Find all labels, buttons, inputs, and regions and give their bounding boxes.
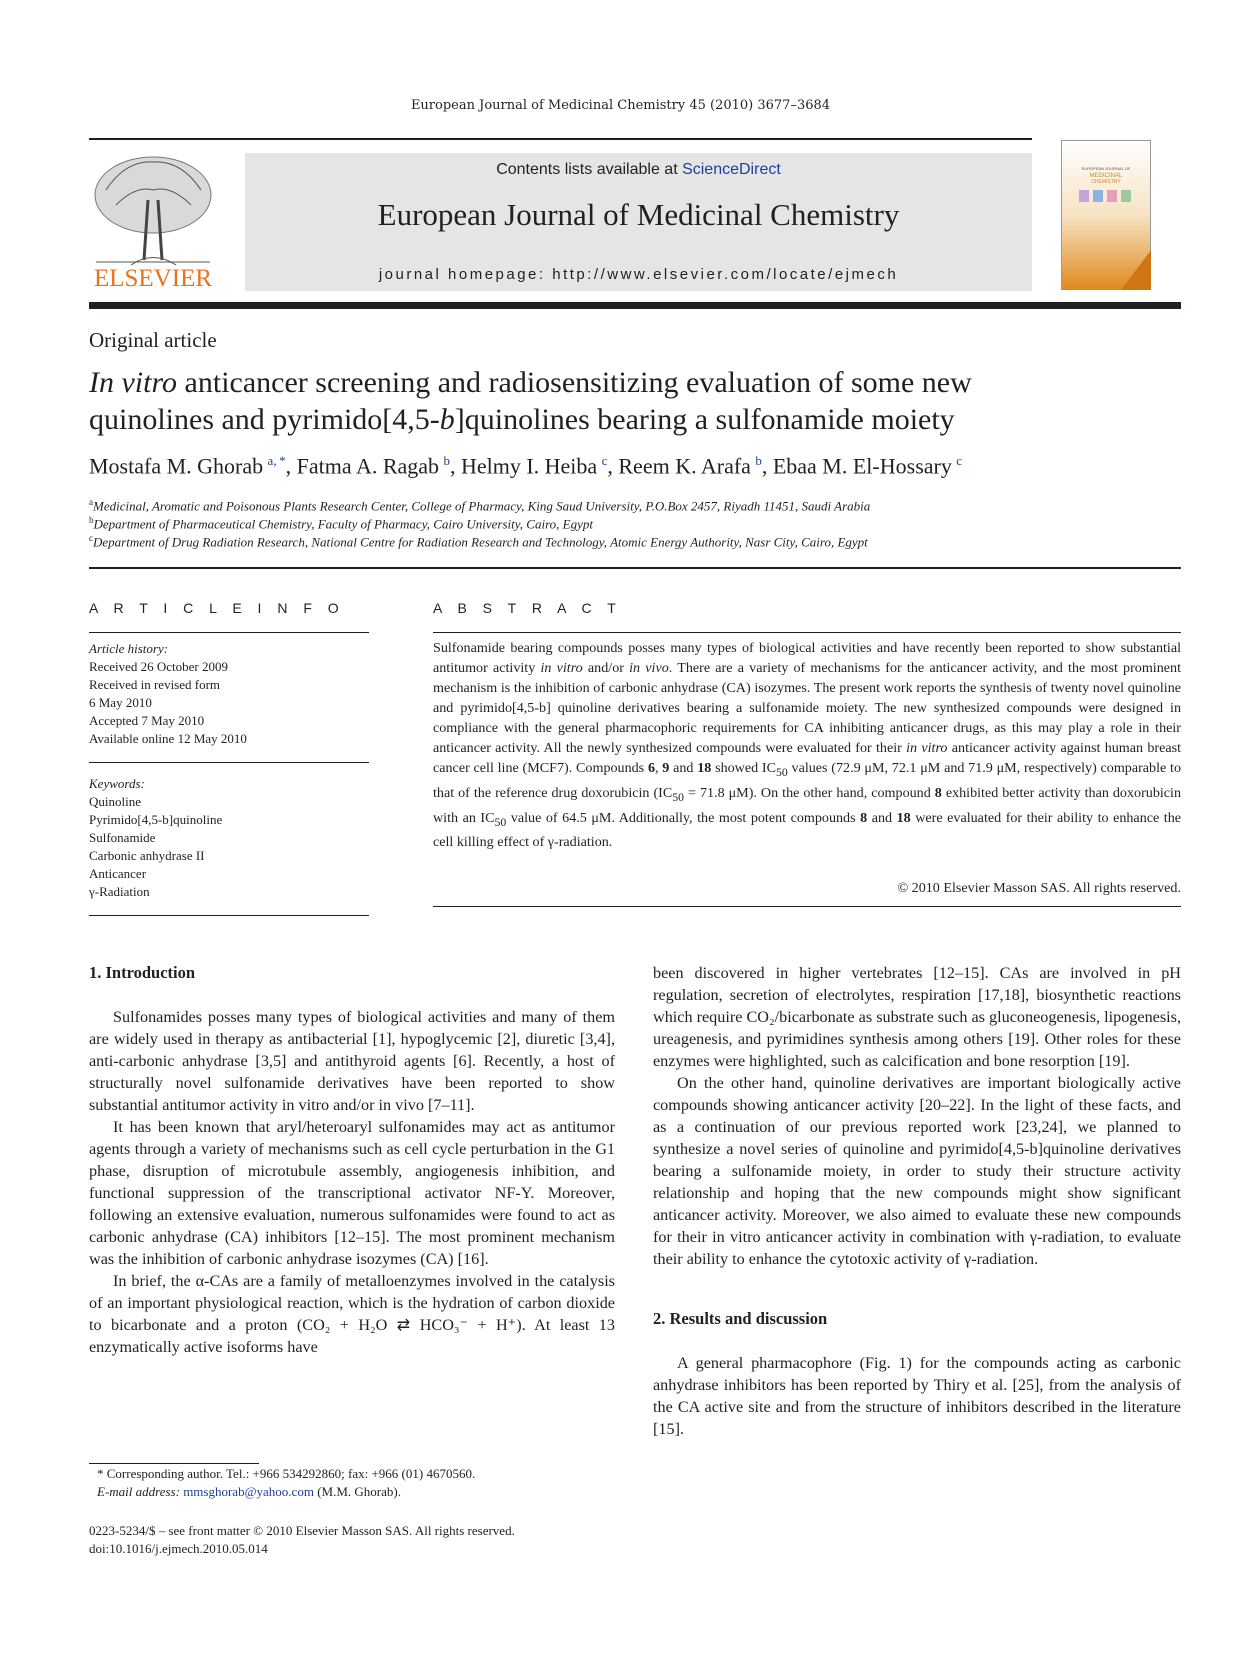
affiliation-mark: b	[89, 515, 94, 525]
article-title	[89, 364, 1179, 438]
history-label: Article history:	[89, 641, 169, 656]
abstract-frag: values (72.9 μM, 72.1 μM and 71.9 μM, respectively) comparable to that of the reference drug doxorubicin (IC	[433, 760, 1182, 801]
affiliation-a	[89, 497, 870, 514]
title-line2-a: quinolines and pyrimido[4,5-	[89, 403, 440, 436]
subscript: 50	[672, 790, 684, 804]
header-rule	[89, 138, 1032, 140]
affiliation-b	[89, 515, 593, 532]
abstract-frag: anticancer activity against human breast cancer cell line (MCF7). Compounds	[433, 740, 1181, 776]
affiliation-text: Medicinal, Aromatic and Poisonous Plants Research Center, College of Pharmacy, King Saud University, P.O.Box 2457, Riyadh 11451, Saudi Arabia	[93, 498, 871, 514]
keyword: γ-Radiation	[89, 884, 150, 899]
title-line1: anticancer screening and radiosensitizing evaluation of some new	[177, 366, 972, 399]
keyword: Anticancer	[89, 866, 147, 881]
email-link[interactable]: mmsghorab@yahoo.com	[183, 1484, 314, 1499]
author-name: Mostafa M. Ghorab	[89, 453, 264, 479]
author-affiliation-mark[interactable]: a, *	[267, 453, 286, 468]
paragraph: Sulfonamides posses many types of biological activities and many of them are widely used in therapy as antibacterial [1], hypoglycemic [2], diuretic [3,4], anti-carbonic anhydrase [3,5] and antithyroid agents [6]. Recently, a host of structurally novel sulfonamide derivatives have been reported to show substantial antitumor activity in vitro and/or in vivo [7–11].	[89, 1008, 615, 1114]
keyword: Carbonic anhydrase II	[89, 848, 205, 863]
article-info-box	[89, 640, 369, 916]
title-italic: In vitro	[89, 366, 178, 399]
keyword: Quinoline	[89, 794, 141, 809]
article-info-heading: A R T I C L E I N F O	[89, 600, 345, 616]
author-name: Ebaa M. El-Hossary	[772, 453, 952, 479]
author-separator: ,	[607, 453, 619, 479]
keyword: Pyrimido[4,5-b]quinoline	[89, 812, 223, 827]
abstract-copyright: © 2010 Elsevier Masson SAS. All rights reserved.	[897, 880, 1181, 896]
abstract-frag: . There are a variety of mechanisms for the anticancer activity, and the most prominent mechanism is the inhibition of carbonic anhydrase (CA) isozymes. The present work reports the synthesis of twenty novel quinoline and pyrimido[4,5-b] quinoline derivatives bearing a sulfonamide moiety. The new synthesized compounds were designed in compliance with the general pharmacophoric requirements for CA inhibiting anticancer drugs, as this may play a role in their anticancer activity. All the newly synthesized compounds were evaluated for their	[433, 660, 1181, 756]
paragraph: been discovered in higher vertebrates [12–15]. CAs are involved in pH regulation, secretion of electrolytes, respiration [17,18], biosynthetic reactions which require CO₂/bicarbonate as substrate such as gluconeogenesis, lipogenesis, ureagenesis, and pyrimidines synthesis among others [19]. Other roles for these enzymes were highlighted, such as calcification and bone resorption [19].	[653, 964, 1181, 1070]
abstract-frag: showed IC	[711, 760, 776, 776]
author-affiliation-mark[interactable]: c	[601, 453, 608, 468]
history-line: Received 26 October 2009	[89, 659, 228, 674]
subscript: 50	[776, 765, 788, 779]
paragraph: In brief, the α-CAs are a family of metalloenzymes involved in the catalysis of an important physiological reaction, which is the hydration of carbon dioxide to bicarbonate and a proton (CO₂ + H₂O ⇄ HCO₃⁻ + H⁺). At least 13 enzymatically active isoforms have	[89, 1272, 615, 1356]
elsevier-logo	[86, 150, 220, 292]
abstract-bottom-rule	[433, 906, 1181, 907]
corresponding-author-footnote	[97, 1465, 475, 1501]
section-heading-results: 2. Results and discussion	[653, 1309, 828, 1328]
body-left-column	[89, 962, 615, 1358]
compound-number: 6	[647, 760, 655, 776]
journal-cover-thumbnail	[1061, 140, 1151, 290]
header-thick-rule	[89, 302, 1181, 309]
abstract-frag: and/or	[582, 660, 630, 676]
article-type: Original article	[89, 328, 217, 352]
abstract-frag: exhibited better activity than doxorubicin with an IC	[433, 784, 1181, 826]
abstract-rule	[433, 632, 1181, 633]
abstract-frag: ,	[654, 760, 663, 776]
author-affiliation-mark[interactable]: b	[755, 453, 762, 468]
affiliation-text: Department of Drug Radiation Research, National Centre for Radiation Research and Technology, Atomic Energy Authority, Nasr City, Cairo, Egypt	[93, 534, 868, 550]
cover-line-2: MEDICINAL	[1089, 173, 1123, 179]
sciencedirect-link[interactable]: ScienceDirect	[682, 161, 781, 178]
journal-title: European Journal of Medicinal Chemistry	[377, 197, 900, 232]
author-separator: ,	[761, 453, 773, 479]
footnote-rule	[89, 1463, 259, 1464]
email-suffix: (M.M. Ghorab).	[313, 1484, 401, 1499]
keywords-rule	[89, 762, 369, 763]
history-line: Accepted 7 May 2010	[89, 713, 205, 728]
doi-line[interactable]: doi:10.1016/j.ejmech.2010.05.014	[89, 1541, 268, 1556]
contents-prefix: Contents lists available at	[496, 161, 683, 178]
journal-homepage[interactable]: journal homepage: http://www.elsevier.com/locate/ejmech	[378, 266, 899, 283]
paragraph: It has been known that aryl/heteroaryl sulfonamides may act as antitumor agents through a variety of mechanisms such as cell cycle perturbation in the G1 phase, disruption of microtubule assembly, angiogenesis inhibition, and functional suppression of the transcriptional activator NF-Y. Moreover, following an extensive evaluation, numerous sulfonamides were found to act as carbonic anhydrase (CA) inhibitors [12–15]. The most prominent mechanism was the inhibition of carbonic anhydrase isozymes (CA) [16].	[89, 1118, 615, 1268]
affiliation-mark: a	[89, 497, 93, 507]
author-name: Fatma A. Ragab	[296, 453, 440, 479]
author-name: Helmy I. Heiba	[460, 453, 598, 479]
journal-citation: European Journal of Medicinal Chemistry 45 (2010) 3677–3684	[410, 98, 831, 113]
author-list	[89, 453, 962, 479]
section-heading-introduction: 1. Introduction	[89, 963, 196, 982]
info-bottom-rule	[89, 915, 369, 916]
compound-number: 8	[860, 809, 868, 826]
affiliation-c	[89, 533, 868, 550]
abstract-frag: in vitro	[906, 740, 948, 756]
title-line2-c: ]quinolines bearing a sulfonamide moiety	[454, 403, 955, 436]
author-affiliation-mark[interactable]: c	[956, 453, 963, 468]
issn-line: 0223-5234/$ – see front matter © 2010 Elsevier Masson SAS. All rights reserved.	[89, 1523, 515, 1538]
affiliation-text: Department of Pharmaceutical Chemistry, Faculty of Pharmacy, Cairo University, Cairo, Egypt	[93, 516, 593, 532]
elsevier-wordmark: ELSEVIER	[93, 265, 213, 292]
abstract-frag: in vitro	[540, 660, 583, 676]
keywords-label: Keywords:	[89, 776, 145, 791]
history-line: 6 May 2010	[89, 695, 152, 710]
author-affiliation-mark[interactable]: b	[443, 453, 450, 468]
abstract-frag: = 71.8 μM). On the other hand, compound	[684, 784, 935, 801]
affiliation-mark: c	[89, 533, 93, 543]
body-right-column	[653, 962, 1181, 1440]
title-line2-b: b	[439, 403, 455, 436]
contents-line	[245, 161, 1032, 179]
compound-number: 8	[934, 784, 942, 801]
abstract-frag: in vivo	[629, 660, 669, 676]
compound-number: 18	[896, 809, 911, 826]
author-separator: ,	[449, 453, 461, 479]
subscript: 50	[494, 815, 507, 829]
paragraph: On the other hand, quinoline derivatives are important biologically active compounds showing anticancer activity [20–22]. In the light of these facts, and as a continuation of our previous reported work [23,24], we planned to synthesize a novel series of quinoline and pyrimido[4,5-b]quinoline derivatives bearing a sulfonamide moiety, in order to study their structure activity relationship and hoping that the new compounds might show significant anticancer activity. Moreover, we also aimed to evaluate these new compounds for their in vitro anticancer activity in combination with γ-radiation, to evaluate their ability to enhance the cytotoxic activity of γ-radiation.	[653, 1074, 1181, 1268]
cover-line-3: CHEMISTRY	[1091, 179, 1121, 185]
history-line: Received in revised form	[89, 677, 221, 692]
email-label: E-mail address:	[97, 1484, 184, 1499]
keyword: Sulfonamide	[89, 830, 156, 845]
front-matter	[89, 1522, 515, 1558]
abstract-frag: value of 64.5 μM. Additionally, the most potent compounds	[506, 809, 861, 826]
history-line: Available online 12 May 2010	[89, 731, 247, 746]
author-separator: ,	[285, 453, 297, 479]
cover-line-1: EUROPEAN JOURNAL OF	[1081, 166, 1131, 171]
footnote-line: * Corresponding author. Tel.: +966 534292860; fax: +966 (01) 4670560.	[97, 1466, 476, 1481]
abstract-frag: and	[669, 760, 698, 776]
article-info-rule	[89, 632, 369, 633]
compound-number: 18	[697, 760, 712, 776]
affiliation-rule	[89, 567, 1181, 569]
abstract-heading: A B S T R A C T	[433, 600, 622, 616]
abstract-text	[433, 638, 1181, 852]
abstract-frag: and	[867, 809, 897, 826]
paragraph: A general pharmacophore (Fig. 1) for the compounds acting as carbonic anhydrase inhibitors has been reported by Thiry et al. [25], from the analysis of the CA active site and from the structure of inhibitors described in the literature [15].	[653, 1354, 1181, 1438]
abstract-frag: were evaluated for their ability to enhance the cell killing effect of γ-radiation.	[433, 809, 1182, 851]
abstract-frag: Sulfonamide bearing compounds posses many types of biological activities and have recently been reported to show substantial antitumor activity	[433, 640, 1181, 676]
compound-number: 9	[662, 760, 670, 776]
author-name: Reem K. Arafa	[618, 453, 751, 479]
journal-banner	[245, 153, 1032, 291]
